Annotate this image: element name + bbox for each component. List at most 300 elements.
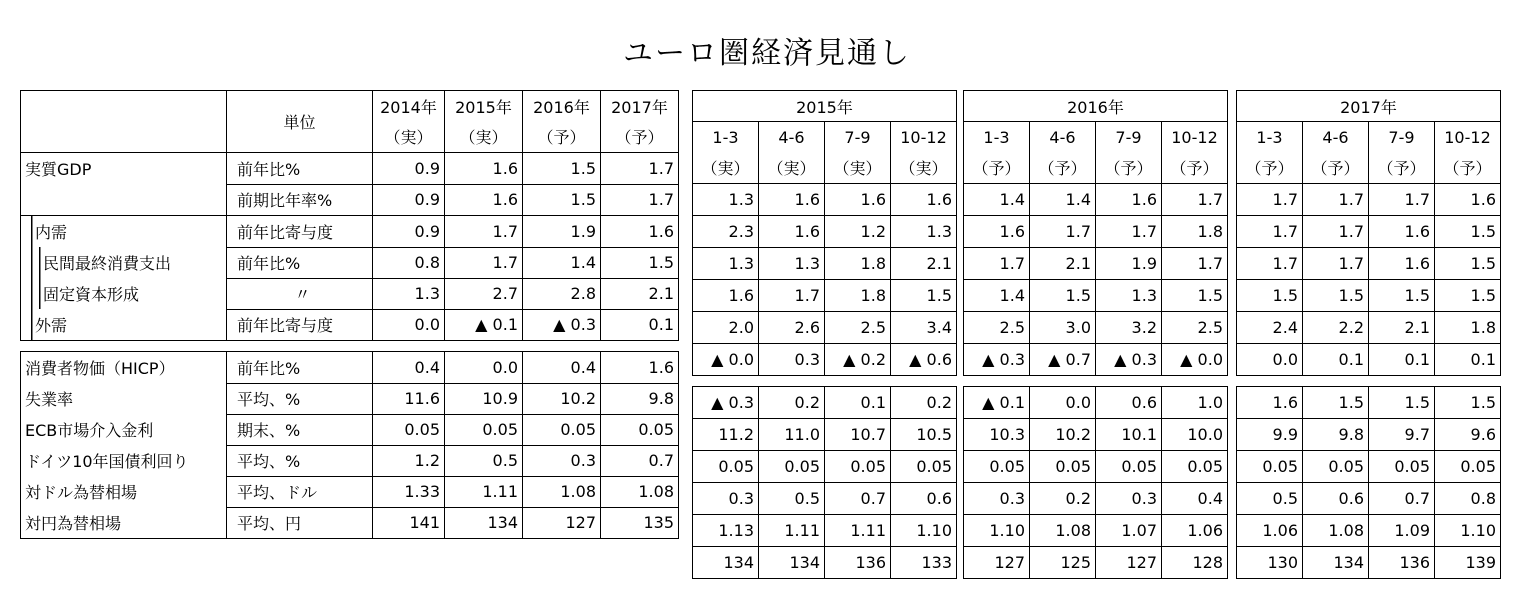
row-unit: 平均、円: [227, 507, 373, 539]
table-row: [21, 476, 679, 507]
row-unit: 〃: [227, 278, 373, 309]
row-unit: 平均、%: [227, 383, 373, 414]
data-cell: 1.6: [1237, 387, 1303, 419]
row-unit: 前年比寄与度: [227, 309, 373, 341]
header-row: [1237, 152, 1501, 184]
data-cell: 0.3: [693, 483, 759, 515]
data-cell: 1.5: [891, 280, 957, 312]
row-label: 民間最終消費支出: [21, 247, 227, 278]
data-cell: ▲ 0.3: [964, 344, 1030, 376]
data-cell: 1.6: [891, 184, 957, 216]
table-row: [1237, 547, 1501, 579]
quarter-header: 10-12: [1435, 122, 1501, 153]
data-cell: 1.33: [373, 476, 445, 507]
year-header: 2016年: [964, 91, 1228, 122]
data-cell: 1.10: [891, 515, 957, 547]
row-unit: 前年比%: [227, 352, 373, 384]
row-unit: 前年比%: [227, 247, 373, 278]
data-cell: 10.2: [523, 383, 601, 414]
data-cell: ▲ 0.7: [1030, 344, 1096, 376]
table-row: [1237, 344, 1501, 376]
table-row: [693, 419, 957, 451]
status-label: （予）: [523, 121, 601, 153]
data-cell: 1.07: [1096, 515, 1162, 547]
status-label: （予）: [1030, 152, 1096, 184]
table-row: [1237, 483, 1501, 515]
data-cell: 1.6: [445, 153, 523, 185]
data-cell: 0.0: [1030, 387, 1096, 419]
data-cell: 0.05: [891, 451, 957, 483]
data-cell: 1.5: [1435, 280, 1501, 312]
data-cell: 0.0: [373, 309, 445, 341]
quarterly-table-2017: [1236, 90, 1501, 579]
quarterly-table-2015: [692, 90, 957, 579]
data-cell: ▲ 0.0: [1162, 344, 1228, 376]
data-cell: 1.5: [1435, 248, 1501, 280]
status-label: （予）: [964, 152, 1030, 184]
data-cell: 0.4: [373, 352, 445, 384]
data-cell: ▲ 0.3: [523, 309, 601, 341]
data-cell: 1.7: [1096, 216, 1162, 248]
data-cell: 130: [1237, 547, 1303, 579]
table-row: [964, 387, 1228, 419]
data-cell: 9.8: [601, 383, 679, 414]
data-cell: 9.8: [1303, 419, 1369, 451]
data-cell: 1.7: [1030, 216, 1096, 248]
data-cell: 1.6: [1096, 184, 1162, 216]
data-cell: 2.5: [825, 312, 891, 344]
data-cell: 0.05: [445, 414, 523, 445]
row-label: 実質GDP: [21, 153, 227, 185]
data-cell: ▲ 0.3: [693, 387, 759, 419]
status-label: （予）: [1096, 152, 1162, 184]
data-cell: 0.1: [601, 309, 679, 341]
year-header: 2016年: [523, 91, 601, 122]
data-cell: 0.8: [1435, 483, 1501, 515]
table-row: [1237, 419, 1501, 451]
data-cell: 2.1: [1369, 312, 1435, 344]
data-cell: 1.08: [1303, 515, 1369, 547]
data-cell: 1.9: [1096, 248, 1162, 280]
data-cell: 0.05: [601, 414, 679, 445]
status-label: （予）: [1303, 152, 1369, 184]
data-cell: 1.5: [523, 184, 601, 216]
data-cell: 134: [1303, 547, 1369, 579]
data-cell: 1.6: [759, 216, 825, 248]
data-cell: 136: [825, 547, 891, 579]
table-row: [21, 247, 679, 278]
data-cell: 1.7: [1237, 216, 1303, 248]
data-cell: 1.3: [693, 184, 759, 216]
data-cell: 10.5: [891, 419, 957, 451]
data-cell: 0.05: [373, 414, 445, 445]
data-cell: 1.06: [1162, 515, 1228, 547]
data-cell: 0.1: [1435, 344, 1501, 376]
annual-table: [20, 90, 679, 539]
table-row: [693, 547, 957, 579]
table-row: [1237, 216, 1501, 248]
data-cell: 0.05: [693, 451, 759, 483]
table-row: [21, 352, 679, 384]
data-cell: 1.7: [1369, 184, 1435, 216]
year-header: 2014年: [373, 91, 445, 122]
table-row: [1237, 280, 1501, 312]
quarter-header: 10-12: [891, 122, 957, 153]
data-cell: 0.6: [891, 483, 957, 515]
row-label: 失業率: [21, 383, 227, 414]
data-cell: 1.4: [964, 280, 1030, 312]
header-corner: [21, 91, 227, 153]
data-cell: 139: [1435, 547, 1501, 579]
data-cell: 1.08: [523, 476, 601, 507]
table-row: [693, 451, 957, 483]
data-cell: 2.5: [964, 312, 1030, 344]
data-cell: 0.9: [373, 153, 445, 185]
table-row: [693, 184, 957, 216]
data-cell: 1.3: [891, 216, 957, 248]
data-cell: 1.10: [1435, 515, 1501, 547]
data-cell: 2.1: [891, 248, 957, 280]
data-cell: 1.7: [1303, 184, 1369, 216]
status-label: （実）: [759, 152, 825, 184]
data-cell: 1.3: [693, 248, 759, 280]
table-row: [964, 280, 1228, 312]
header-row: [964, 122, 1228, 153]
row-unit: 平均、%: [227, 445, 373, 476]
data-cell: 1.7: [1237, 248, 1303, 280]
data-cell: 0.4: [1162, 483, 1228, 515]
unit-header: 単位: [227, 91, 373, 153]
data-cell: 2.7: [445, 278, 523, 309]
data-cell: 1.5: [523, 153, 601, 185]
table-row: [21, 309, 679, 341]
data-cell: 1.7: [601, 184, 679, 216]
row-unit: 前期比年率%: [227, 184, 373, 216]
data-cell: 2.5: [1162, 312, 1228, 344]
header-row: [693, 152, 957, 184]
data-cell: 1.5: [1303, 387, 1369, 419]
table-row: [964, 248, 1228, 280]
data-cell: 1.5: [601, 247, 679, 278]
header-row: [964, 91, 1228, 122]
data-cell: 1.7: [445, 247, 523, 278]
table-row: [21, 445, 679, 476]
data-cell: 0.05: [1030, 451, 1096, 483]
quarter-header: 4-6: [1030, 122, 1096, 153]
data-cell: 1.7: [759, 280, 825, 312]
data-cell: 0.05: [1303, 451, 1369, 483]
data-cell: 1.8: [1162, 216, 1228, 248]
data-cell: 1.0: [1162, 387, 1228, 419]
table-row: [964, 515, 1228, 547]
data-cell: 128: [1162, 547, 1228, 579]
status-label: （実）: [693, 152, 759, 184]
data-cell: ▲ 0.1: [445, 309, 523, 341]
data-cell: 1.6: [601, 216, 679, 248]
data-cell: 0.3: [1096, 483, 1162, 515]
data-cell: 0.05: [1369, 451, 1435, 483]
data-cell: 0.05: [1162, 451, 1228, 483]
row-label: 消費者物価（HICP）: [21, 352, 227, 384]
data-cell: 3.4: [891, 312, 957, 344]
data-cell: 1.4: [523, 247, 601, 278]
data-cell: 1.6: [825, 184, 891, 216]
data-cell: 10.2: [1030, 419, 1096, 451]
data-cell: 2.0: [693, 312, 759, 344]
data-cell: 125: [1030, 547, 1096, 579]
data-cell: 0.7: [1369, 483, 1435, 515]
data-cell: 11.0: [759, 419, 825, 451]
data-cell: ▲ 0.6: [891, 344, 957, 376]
table-row: [1237, 248, 1501, 280]
table-row: [964, 419, 1228, 451]
data-cell: 2.3: [693, 216, 759, 248]
header-row: [693, 122, 957, 153]
table-row: [693, 387, 957, 419]
table-row: [693, 280, 957, 312]
data-cell: 9.7: [1369, 419, 1435, 451]
data-cell: 10.3: [964, 419, 1030, 451]
row-label: 対ドル為替相場: [21, 476, 227, 507]
quarter-header: 4-6: [759, 122, 825, 153]
data-cell: 11.2: [693, 419, 759, 451]
data-cell: 0.1: [825, 387, 891, 419]
row-label: ECB市場介入金利: [21, 414, 227, 445]
data-cell: 1.7: [1303, 248, 1369, 280]
data-cell: 2.8: [523, 278, 601, 309]
row-unit: 前年比%: [227, 153, 373, 185]
data-cell: 0.3: [759, 344, 825, 376]
data-cell: 2.1: [1030, 248, 1096, 280]
data-cell: 1.7: [1162, 184, 1228, 216]
data-cell: 1.8: [1435, 312, 1501, 344]
data-cell: 1.6: [1435, 184, 1501, 216]
data-cell: 1.5: [1435, 216, 1501, 248]
data-cell: 1.7: [601, 153, 679, 185]
data-cell: 134: [759, 547, 825, 579]
table-row: [21, 153, 679, 185]
data-cell: 1.5: [1162, 280, 1228, 312]
data-cell: 0.05: [759, 451, 825, 483]
data-cell: 1.6: [1369, 248, 1435, 280]
data-cell: 1.06: [1237, 515, 1303, 547]
data-cell: 1.9: [523, 216, 601, 248]
data-cell: ▲ 0.3: [1096, 344, 1162, 376]
data-cell: 127: [964, 547, 1030, 579]
data-cell: 1.11: [759, 515, 825, 547]
table-row: [693, 248, 957, 280]
year-header: 2017年: [601, 91, 679, 122]
data-cell: 0.6: [1303, 483, 1369, 515]
status-label: （予）: [1237, 152, 1303, 184]
data-cell: 3.2: [1096, 312, 1162, 344]
quarter-header: 4-6: [1303, 122, 1369, 153]
table-row: [21, 216, 679, 248]
data-cell: 0.2: [1030, 483, 1096, 515]
data-cell: 0.3: [523, 445, 601, 476]
quarter-header: 7-9: [1369, 122, 1435, 153]
data-cell: 1.2: [373, 445, 445, 476]
data-cell: 1.3: [1096, 280, 1162, 312]
status-label: （予）: [1435, 152, 1501, 184]
data-cell: 0.3: [964, 483, 1030, 515]
data-cell: 1.10: [964, 515, 1030, 547]
table-row: [964, 184, 1228, 216]
data-cell: 0.05: [1435, 451, 1501, 483]
table-row: [693, 515, 957, 547]
data-cell: 136: [1369, 547, 1435, 579]
status-label: （予）: [601, 121, 679, 153]
data-cell: 0.05: [523, 414, 601, 445]
header-row: [693, 91, 957, 122]
data-cell: 1.7: [1237, 184, 1303, 216]
year-header: 2015年: [693, 91, 957, 122]
row-unit: 前年比寄与度: [227, 216, 373, 248]
data-cell: 0.05: [825, 451, 891, 483]
data-cell: 1.4: [1030, 184, 1096, 216]
data-cell: 0.05: [1237, 451, 1303, 483]
data-cell: 0.2: [891, 387, 957, 419]
data-cell: 2.4: [1237, 312, 1303, 344]
data-cell: ▲ 0.2: [825, 344, 891, 376]
quarter-header: 7-9: [825, 122, 891, 153]
data-cell: 1.08: [601, 476, 679, 507]
table-row: [21, 383, 679, 414]
data-cell: 0.0: [1237, 344, 1303, 376]
data-cell: 10.0: [1162, 419, 1228, 451]
data-cell: 3.0: [1030, 312, 1096, 344]
data-cell: 0.5: [1237, 483, 1303, 515]
table-row: [21, 184, 679, 216]
data-cell: 1.5: [1369, 280, 1435, 312]
data-cell: 1.5: [1237, 280, 1303, 312]
status-label: （予）: [1369, 152, 1435, 184]
data-cell: 9.6: [1435, 419, 1501, 451]
data-cell: 9.9: [1237, 419, 1303, 451]
data-cell: 133: [891, 547, 957, 579]
data-cell: 0.9: [373, 216, 445, 248]
status-label: （実）: [891, 152, 957, 184]
table-row: [1237, 184, 1501, 216]
data-cell: 1.8: [825, 248, 891, 280]
data-cell: 1.5: [1030, 280, 1096, 312]
data-cell: 0.1: [1369, 344, 1435, 376]
data-cell: 10.9: [445, 383, 523, 414]
status-label: （実）: [373, 121, 445, 153]
row-unit: 期末、%: [227, 414, 373, 445]
table-row: [693, 483, 957, 515]
data-cell: 0.7: [601, 445, 679, 476]
header-row: [1237, 122, 1501, 153]
table-row: [21, 507, 679, 539]
table-row: [1237, 312, 1501, 344]
data-cell: 134: [693, 547, 759, 579]
table-row: [964, 344, 1228, 376]
quarterly-table-2016: [963, 90, 1228, 579]
table-row: [964, 547, 1228, 579]
data-cell: 1.4: [964, 184, 1030, 216]
data-cell: 127: [523, 507, 601, 539]
table-row: [21, 414, 679, 445]
header-row: [1237, 91, 1501, 122]
data-cell: 1.09: [1369, 515, 1435, 547]
status-label: （予）: [1162, 152, 1228, 184]
data-cell: 1.11: [825, 515, 891, 547]
data-cell: 1.6: [964, 216, 1030, 248]
data-cell: 2.2: [1303, 312, 1369, 344]
table-row: [964, 483, 1228, 515]
data-cell: 2.6: [759, 312, 825, 344]
data-cell: 0.4: [523, 352, 601, 384]
row-label: 対円為替相場: [21, 507, 227, 539]
table-row: [1237, 515, 1501, 547]
quarter-header: 1-3: [964, 122, 1030, 153]
quarter-header: 1-3: [1237, 122, 1303, 153]
table-row: [1237, 387, 1501, 419]
data-cell: 1.7: [964, 248, 1030, 280]
page-title: ユーロ圏経済見通し: [623, 36, 911, 71]
table-row: [21, 278, 679, 309]
data-cell: 0.7: [825, 483, 891, 515]
data-cell: 1.6: [601, 352, 679, 384]
row-label: [21, 184, 227, 216]
data-cell: 127: [1096, 547, 1162, 579]
data-cell: 0.05: [1096, 451, 1162, 483]
data-cell: 1.6: [759, 184, 825, 216]
status-label: （実）: [825, 152, 891, 184]
data-cell: 1.8: [825, 280, 891, 312]
data-cell: 135: [601, 507, 679, 539]
data-cell: 2.1: [601, 278, 679, 309]
quarter-header: 10-12: [1162, 122, 1228, 153]
row-label: 外需: [21, 309, 227, 341]
status-label: （実）: [445, 121, 523, 153]
data-cell: 0.8: [373, 247, 445, 278]
data-cell: 0.6: [1096, 387, 1162, 419]
data-cell: 11.6: [373, 383, 445, 414]
table-row: [964, 216, 1228, 248]
data-cell: 10.7: [825, 419, 891, 451]
data-cell: 0.1: [1303, 344, 1369, 376]
data-cell: 0.0: [445, 352, 523, 384]
data-cell: 141: [373, 507, 445, 539]
data-cell: 1.3: [759, 248, 825, 280]
data-cell: 0.9: [373, 184, 445, 216]
row-label: ドイツ10年国債利回り: [21, 445, 227, 476]
data-cell: 1.5: [1369, 387, 1435, 419]
data-cell: 1.6: [445, 184, 523, 216]
data-cell: 1.6: [1369, 216, 1435, 248]
data-cell: 1.2: [825, 216, 891, 248]
row-label: 内需: [21, 216, 227, 248]
data-cell: 134: [445, 507, 523, 539]
data-cell: 10.1: [1096, 419, 1162, 451]
header-row: [964, 152, 1228, 184]
table-row: [964, 451, 1228, 483]
data-cell: 1.7: [445, 216, 523, 248]
data-cell: ▲ 0.0: [693, 344, 759, 376]
data-cell: ▲ 0.1: [964, 387, 1030, 419]
data-cell: 1.6: [693, 280, 759, 312]
row-unit: 平均、ドル: [227, 476, 373, 507]
year-header: 2015年: [445, 91, 523, 122]
table-row: [693, 312, 957, 344]
quarter-header: 1-3: [693, 122, 759, 153]
data-cell: 0.05: [964, 451, 1030, 483]
data-cell: 1.7: [1162, 248, 1228, 280]
table-row: [1237, 451, 1501, 483]
data-cell: 0.5: [445, 445, 523, 476]
